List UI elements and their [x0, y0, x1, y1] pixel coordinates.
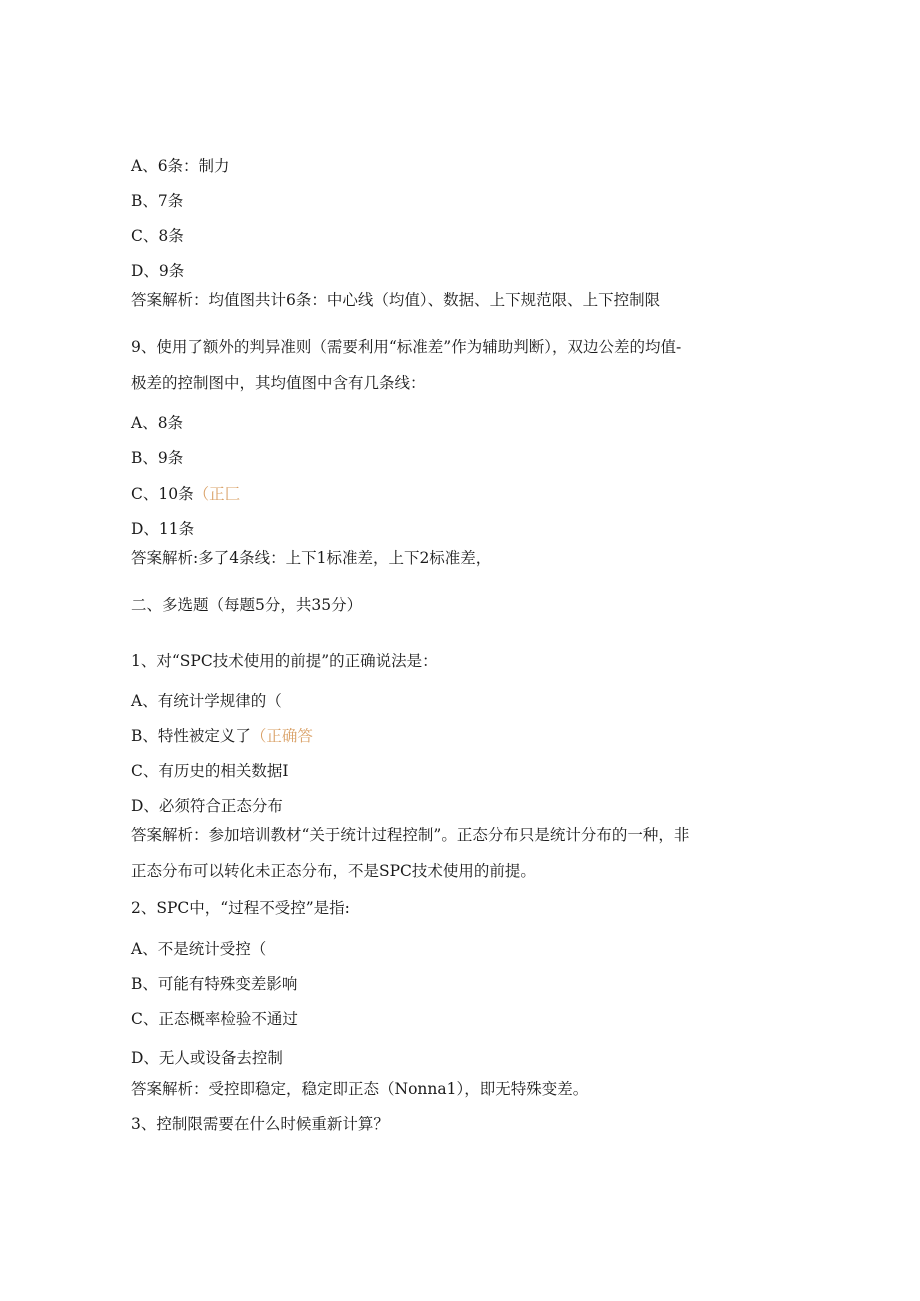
m1-option-a: A、有统计学规律的（	[131, 692, 282, 710]
q9-explanation: 答案解析:多了4条线：上下1标准差，上下2标准差，	[131, 549, 492, 567]
q9-option-d: D、11条	[131, 520, 195, 538]
q8-option-d: D、9条	[131, 262, 185, 280]
m1-option-b	[131, 726, 313, 746]
q9-option-a: A、8条	[131, 414, 184, 432]
m1-option-c: C、有历史的相关数据I	[131, 762, 289, 780]
m2-option-b: B、可能有特殊变差影响	[131, 975, 298, 993]
q9-option-b: B、9条	[131, 449, 184, 467]
q8-option-c: C、8条	[131, 227, 184, 245]
section-heading: 二、多选题（每题5分，共35分）	[131, 596, 363, 614]
q9-answer-note: （正匚	[193, 485, 241, 503]
q9-option-c	[131, 484, 240, 504]
q9-option-c-text: C、10条	[131, 485, 194, 503]
m2-question: 2、SPC中，“过程不受控”是指:	[131, 899, 350, 917]
m1-option-d: D、必须符合正态分布	[131, 797, 283, 815]
m1-option-b-text: B、特性被定义了	[131, 727, 251, 745]
q9-question-line2: 极差的控制图中，其均值图中含有几条线：	[131, 374, 426, 392]
m1-question: 1、对“SPC技术使用的前提”的正确说法是：	[131, 652, 438, 670]
m1-explanation-line1: 答案解析：参加培训教材“关于统计过程控制”。正态分布只是统计分布的一种，非	[131, 826, 690, 844]
q8-option-b: B、7条	[131, 192, 184, 210]
q8-option-a: A、6条：制力	[131, 157, 230, 175]
m2-option-a: A、不是统计受控（	[131, 940, 267, 958]
q9-question-line1: 9、使用了额外的判异准则（需要利用“标准差”作为辅助判断），双边公差的均值-	[131, 338, 682, 356]
m3-question: 3、控制限需要在什么时候重新计算？	[131, 1115, 389, 1133]
m2-option-c: C、正态概率检验不通过	[131, 1010, 298, 1028]
m2-explanation: 答案解析：受控即稳定，稳定即正态（Nonna1），即无特殊变差。	[131, 1080, 589, 1098]
q8-explanation: 答案解析：均值图共计6条：中心线（均值）、数据、上下规范限、上下控制限	[131, 291, 661, 309]
m1-answer-note: （正确答	[250, 727, 313, 745]
m1-explanation-line2: 正态分布可以转化未正态分布，不是SPC技术使用的前提。	[131, 862, 536, 880]
m2-option-d: D、无人或设备去控制	[131, 1049, 283, 1067]
